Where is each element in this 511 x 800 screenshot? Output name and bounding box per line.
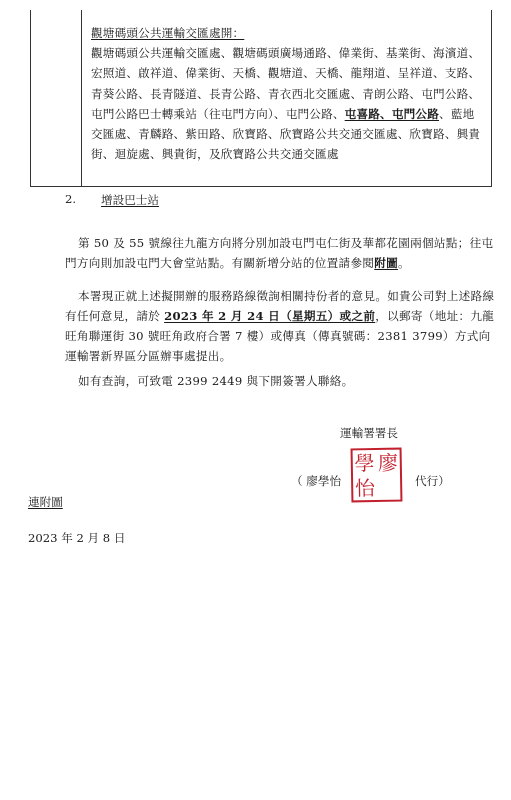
route-heading: 觀塘碼頭公共運輸交匯處開： <box>91 26 245 40</box>
annex-link[interactable]: 連附圖 <box>28 495 63 509</box>
paragraph-consultation <box>65 286 495 366</box>
deadline-date: 2023 年 2 月 24 日（星期五） <box>164 309 340 323</box>
signatory-name: （ 廖學怡 <box>291 474 342 488</box>
section-title: 增設巴士站 <box>101 193 159 207</box>
paragraph-enquiry: 如有查詢，可致電 2399 2449 與下開簽署人聯絡。 <box>78 374 354 388</box>
seal-char: 怡 <box>354 475 376 500</box>
signatory-title: 運輸署署長 <box>340 426 398 440</box>
document-date: 2023 年 2 月 8 日 <box>28 531 126 545</box>
paragraph-text: 第 50 及 55 號線往九龍方向將分別加設屯門屯仁街及華都花園兩個站點；往屯門方向則加設屯門大會堂站點。有關新增分站的位置請參閱 <box>65 236 494 270</box>
paragraph-new-stops <box>65 233 495 273</box>
annex-reference: 附圖 <box>374 256 399 270</box>
section-number: 2. <box>65 192 77 206</box>
seal-char: 學 <box>354 450 375 475</box>
table-column-divider <box>81 10 82 186</box>
paragraph-text: 本署現正就上述擬開辦的服務路線徵詢相關持份者的意見。如貴公司對上述路線有任何意見，請於 <box>65 289 495 323</box>
route-text: 觀塘碼頭公共運輸交匯處、觀塘碼頭廣場通路、偉業街、基業街、海濱道、宏照道、啟祥道、偉業街、天橋、觀塘道、天橋、龍翔道、呈祥道、支路、青葵公路、長青隧道、長青公路、青衣西北交匯處、青朗公路、屯門公路、屯門公路巴士轉乘站（往屯門方向）、屯門公路、 <box>91 46 481 121</box>
route-text: 、藍地交匯處、青麟路、紫田路、欣寶路、欣寶路公共交通交匯處、欣寶路、興貴街、迴旋處、興貴街，及欣寶路公共交通交匯處 <box>91 106 481 162</box>
paragraph-text: 。 <box>398 256 410 270</box>
red-seal-stamp <box>351 448 403 503</box>
route-cell <box>91 23 484 164</box>
signatory-acting: 代行） <box>415 474 450 488</box>
route-table <box>30 10 492 187</box>
seal-char: 廖 <box>377 450 399 475</box>
deadline-suffix: 或之前 <box>339 309 376 323</box>
paragraph-text: ，以郵寄（地址：九龍旺角聯運街 30 號旺角政府合署 7 樓）或傳真（傳真號碼：2381 3799）方式向運輸署新界區分區辦事處提出。 <box>65 309 495 363</box>
route-text-emphasis: 屯喜路、屯門公路 <box>344 106 440 121</box>
